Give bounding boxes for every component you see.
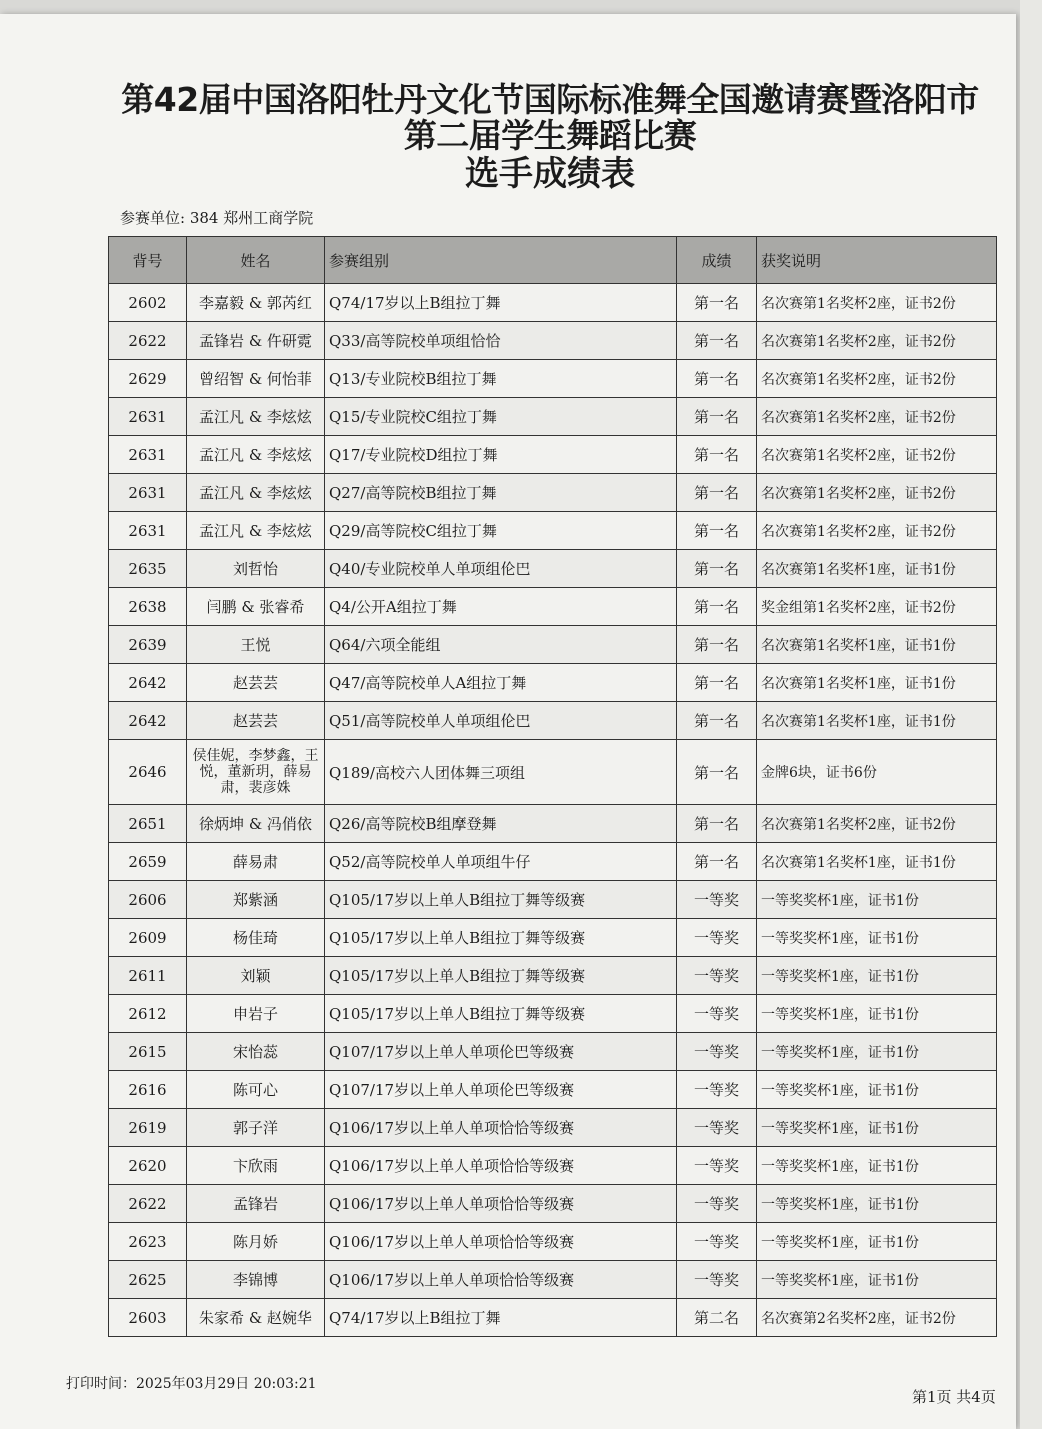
result: 第一名 xyxy=(677,740,757,805)
print-time: 打印时间：2025年03月29日 20:03:21 xyxy=(66,1376,317,1392)
bib-number: 2615 xyxy=(109,1033,187,1071)
result: 第一名 xyxy=(677,550,757,588)
award-description: 一等奖奖杯1座，证书1份 xyxy=(757,995,997,1033)
name: 王悦 xyxy=(187,626,325,664)
bib-number: 2623 xyxy=(109,1223,187,1261)
name: 李嘉毅 & 郭芮红 xyxy=(187,284,325,322)
result: 第一名 xyxy=(677,512,757,550)
event-group: Q15/专业院校C组拉丁舞 xyxy=(325,398,677,436)
bib-number: 2635 xyxy=(109,550,187,588)
event-group: Q40/专业院校单人单项组伦巴 xyxy=(325,550,677,588)
table-row xyxy=(109,626,997,664)
award-description: 一等奖奖杯1座，证书1份 xyxy=(757,1071,997,1109)
name: 孟江凡 & 李炫炫 xyxy=(187,436,325,474)
event-group: Q27/高等院校B组拉丁舞 xyxy=(325,474,677,512)
table-row xyxy=(109,702,997,740)
event-group: Q106/17岁以上单人单项恰恰等级赛 xyxy=(325,1223,677,1261)
bib-number: 2631 xyxy=(109,436,187,474)
award-description: 一等奖奖杯1座，证书1份 xyxy=(757,1147,997,1185)
table-row xyxy=(109,1223,997,1261)
name: 朱家希 & 赵婉华 xyxy=(187,1299,325,1337)
event-group: Q64/六项全能组 xyxy=(325,626,677,664)
name: 曾绍智 & 何怡菲 xyxy=(187,360,325,398)
table-row xyxy=(109,740,997,805)
event-group: Q107/17岁以上单人单项伦巴等级赛 xyxy=(325,1033,677,1071)
name: 薛易肃 xyxy=(187,843,325,881)
award-description: 名次赛第1名奖杯2座，证书2份 xyxy=(757,805,997,843)
table-row xyxy=(109,919,997,957)
award-description: 名次赛第1名奖杯1座，证书1份 xyxy=(757,626,997,664)
name: 徐炳坤 & 冯俏依 xyxy=(187,805,325,843)
table-row xyxy=(109,474,997,512)
bib-number: 2609 xyxy=(109,919,187,957)
name: 孟锋岩 & 仵研霓 xyxy=(187,322,325,360)
column-header: 姓名 xyxy=(187,237,325,284)
table-row xyxy=(109,1185,997,1223)
result: 第一名 xyxy=(677,664,757,702)
result: 一等奖 xyxy=(677,1109,757,1147)
table-row xyxy=(109,1071,997,1109)
results-table xyxy=(108,236,997,1337)
result: 第一名 xyxy=(677,588,757,626)
column-header: 背号 xyxy=(109,237,187,284)
award-description: 一等奖奖杯1座，证书1份 xyxy=(757,1223,997,1261)
bib-number: 2619 xyxy=(109,1109,187,1147)
result: 一等奖 xyxy=(677,1261,757,1299)
name: 陈可心 xyxy=(187,1071,325,1109)
table-body xyxy=(109,284,997,1337)
award-description: 名次赛第1名奖杯1座，证书1份 xyxy=(757,550,997,588)
bib-number: 2659 xyxy=(109,843,187,881)
event-group: Q17/专业院校D组拉丁舞 xyxy=(325,436,677,474)
result: 第一名 xyxy=(677,805,757,843)
name: 杨佳琦 xyxy=(187,919,325,957)
table-row xyxy=(109,1147,997,1185)
bib-number: 2638 xyxy=(109,588,187,626)
bib-number: 2611 xyxy=(109,957,187,995)
result: 第二名 xyxy=(677,1299,757,1337)
column-header: 成绩 xyxy=(677,237,757,284)
result: 一等奖 xyxy=(677,1223,757,1261)
award-description: 奖金组第1名奖杯2座，证书2份 xyxy=(757,588,997,626)
table-row xyxy=(109,1261,997,1299)
column-header: 参赛组别 xyxy=(325,237,677,284)
event-group: Q13/专业院校B组拉丁舞 xyxy=(325,360,677,398)
event-group: Q74/17岁以上B组拉丁舞 xyxy=(325,284,677,322)
award-description: 名次赛第1名奖杯1座，证书1份 xyxy=(757,702,997,740)
document-title: 第42届中国洛阳牡丹文化节国际标准舞全国邀请赛暨洛阳市第二届学生舞蹈比赛 xyxy=(121,80,979,155)
bib-number: 2629 xyxy=(109,360,187,398)
result: 一等奖 xyxy=(677,995,757,1033)
bib-number: 2639 xyxy=(109,626,187,664)
event-group: Q26/高等院校B组摩登舞 xyxy=(325,805,677,843)
bib-number: 2602 xyxy=(109,284,187,322)
column-header: 获奖说明 xyxy=(757,237,997,284)
table-row xyxy=(109,436,997,474)
result: 第一名 xyxy=(677,702,757,740)
table-row xyxy=(109,881,997,919)
table-row xyxy=(109,957,997,995)
result: 一等奖 xyxy=(677,1071,757,1109)
bib-number: 2612 xyxy=(109,995,187,1033)
award-description: 一等奖奖杯1座，证书1份 xyxy=(757,881,997,919)
event-group: Q106/17岁以上单人单项恰恰等级赛 xyxy=(325,1185,677,1223)
bib-number: 2625 xyxy=(109,1261,187,1299)
bib-number: 2646 xyxy=(109,740,187,805)
bib-number: 2642 xyxy=(109,702,187,740)
name: 孟江凡 & 李炫炫 xyxy=(187,512,325,550)
award-description: 名次赛第1名奖杯2座，证书2份 xyxy=(757,436,997,474)
table-row xyxy=(109,843,997,881)
name: 刘颖 xyxy=(187,957,325,995)
bib-number: 2620 xyxy=(109,1147,187,1185)
table-row xyxy=(109,1299,997,1337)
award-description: 一等奖奖杯1座，证书1份 xyxy=(757,1033,997,1071)
result: 第一名 xyxy=(677,626,757,664)
name: 孟江凡 & 李炫炫 xyxy=(187,474,325,512)
name: 李锦博 xyxy=(187,1261,325,1299)
name: 卞欣雨 xyxy=(187,1147,325,1185)
page-info: 第1页 共4页 xyxy=(912,1388,996,1406)
bib-number: 2631 xyxy=(109,512,187,550)
name: 申岩子 xyxy=(187,995,325,1033)
name: 赵芸芸 xyxy=(187,702,325,740)
name: 侯佳妮，李梦鑫，王悦，董新玥，薛易肃，裴彦姝 xyxy=(187,740,325,805)
award-description: 名次赛第2名奖杯2座，证书2份 xyxy=(757,1299,997,1337)
name: 赵芸芸 xyxy=(187,664,325,702)
table-row xyxy=(109,1109,997,1147)
table-row xyxy=(109,664,997,702)
result: 第一名 xyxy=(677,843,757,881)
table-row xyxy=(109,512,997,550)
award-description: 名次赛第1名奖杯2座，证书2份 xyxy=(757,474,997,512)
name: 闫鹏 & 张睿希 xyxy=(187,588,325,626)
name: 孟锋岩 xyxy=(187,1185,325,1223)
bib-number: 2642 xyxy=(109,664,187,702)
table-row xyxy=(109,995,997,1033)
result: 一等奖 xyxy=(677,881,757,919)
table-row xyxy=(109,360,997,398)
award-description: 名次赛第1名奖杯2座，证书2份 xyxy=(757,398,997,436)
award-description: 名次赛第1名奖杯1座，证书1份 xyxy=(757,843,997,881)
bib-number: 2631 xyxy=(109,398,187,436)
event-group: Q33/高等院校单项组恰恰 xyxy=(325,322,677,360)
table-row xyxy=(109,284,997,322)
name: 刘哲怡 xyxy=(187,550,325,588)
award-description: 名次赛第1名奖杯2座，证书2份 xyxy=(757,512,997,550)
event-group: Q106/17岁以上单人单项恰恰等级赛 xyxy=(325,1147,677,1185)
event-group: Q105/17岁以上单人B组拉丁舞等级赛 xyxy=(325,881,677,919)
bib-number: 2622 xyxy=(109,1185,187,1223)
bib-number: 2616 xyxy=(109,1071,187,1109)
event-group: Q51/高等院校单人单项组伦巴 xyxy=(325,702,677,740)
event-group: Q105/17岁以上单人B组拉丁舞等级赛 xyxy=(325,919,677,957)
table-row xyxy=(109,805,997,843)
result: 第一名 xyxy=(677,474,757,512)
event-group: Q4/公开A组拉丁舞 xyxy=(325,588,677,626)
table-row xyxy=(109,588,997,626)
event-group: Q107/17岁以上单人单项伦巴等级赛 xyxy=(325,1071,677,1109)
award-description: 金牌6块，证书6份 xyxy=(757,740,997,805)
event-group: Q189/高校六人团体舞三项组 xyxy=(325,740,677,805)
result: 一等奖 xyxy=(677,1147,757,1185)
award-description: 名次赛第1名奖杯2座，证书2份 xyxy=(757,360,997,398)
event-group: Q52/高等院校单人单项组牛仔 xyxy=(325,843,677,881)
event-group: Q105/17岁以上单人B组拉丁舞等级赛 xyxy=(325,995,677,1033)
event-group: Q106/17岁以上单人单项恰恰等级赛 xyxy=(325,1109,677,1147)
result: 第一名 xyxy=(677,436,757,474)
result: 第一名 xyxy=(677,360,757,398)
bib-number: 2606 xyxy=(109,881,187,919)
participating-unit xyxy=(120,207,313,228)
bib-number: 2603 xyxy=(109,1299,187,1337)
event-group: Q29/高等院校C组拉丁舞 xyxy=(325,512,677,550)
adjacent-page-edge xyxy=(1020,0,1042,1429)
unit-label: 参赛单位: xyxy=(120,209,186,227)
result: 一等奖 xyxy=(677,1185,757,1223)
award-description: 一等奖奖杯1座，证书1份 xyxy=(757,1185,997,1223)
award-description: 名次赛第1名奖杯2座，证书2份 xyxy=(757,284,997,322)
table-row xyxy=(109,550,997,588)
result: 第一名 xyxy=(677,398,757,436)
document-subtitle: 选手成绩表 xyxy=(465,154,635,194)
table-row xyxy=(109,398,997,436)
table-row xyxy=(109,1033,997,1071)
award-description: 名次赛第1名奖杯1座，证书1份 xyxy=(757,664,997,702)
award-description: 一等奖奖杯1座，证书1份 xyxy=(757,1261,997,1299)
result: 一等奖 xyxy=(677,919,757,957)
event-group: Q47/高等院校单人A组拉丁舞 xyxy=(325,664,677,702)
award-description: 一等奖奖杯1座，证书1份 xyxy=(757,957,997,995)
bib-number: 2631 xyxy=(109,474,187,512)
result: 第一名 xyxy=(677,284,757,322)
bib-number: 2622 xyxy=(109,322,187,360)
award-description: 一等奖奖杯1座，证书1份 xyxy=(757,919,997,957)
name: 陈月娇 xyxy=(187,1223,325,1261)
award-description: 名次赛第1名奖杯2座，证书2份 xyxy=(757,322,997,360)
table-row xyxy=(109,322,997,360)
event-group: Q105/17岁以上单人B组拉丁舞等级赛 xyxy=(325,957,677,995)
event-group: Q106/17岁以上单人单项恰恰等级赛 xyxy=(325,1261,677,1299)
event-group: Q74/17岁以上B组拉丁舞 xyxy=(325,1299,677,1337)
bib-number: 2651 xyxy=(109,805,187,843)
award-description: 一等奖奖杯1座，证书1份 xyxy=(757,1109,997,1147)
name: 郭子洋 xyxy=(187,1109,325,1147)
name: 宋怡蕊 xyxy=(187,1033,325,1071)
table-header-row xyxy=(109,237,997,284)
name: 孟江凡 & 李炫炫 xyxy=(187,398,325,436)
result: 第一名 xyxy=(677,322,757,360)
result: 一等奖 xyxy=(677,1033,757,1071)
unit-value: 384 郑州工商学院 xyxy=(189,209,314,227)
name: 郑紫涵 xyxy=(187,881,325,919)
result: 一等奖 xyxy=(677,957,757,995)
